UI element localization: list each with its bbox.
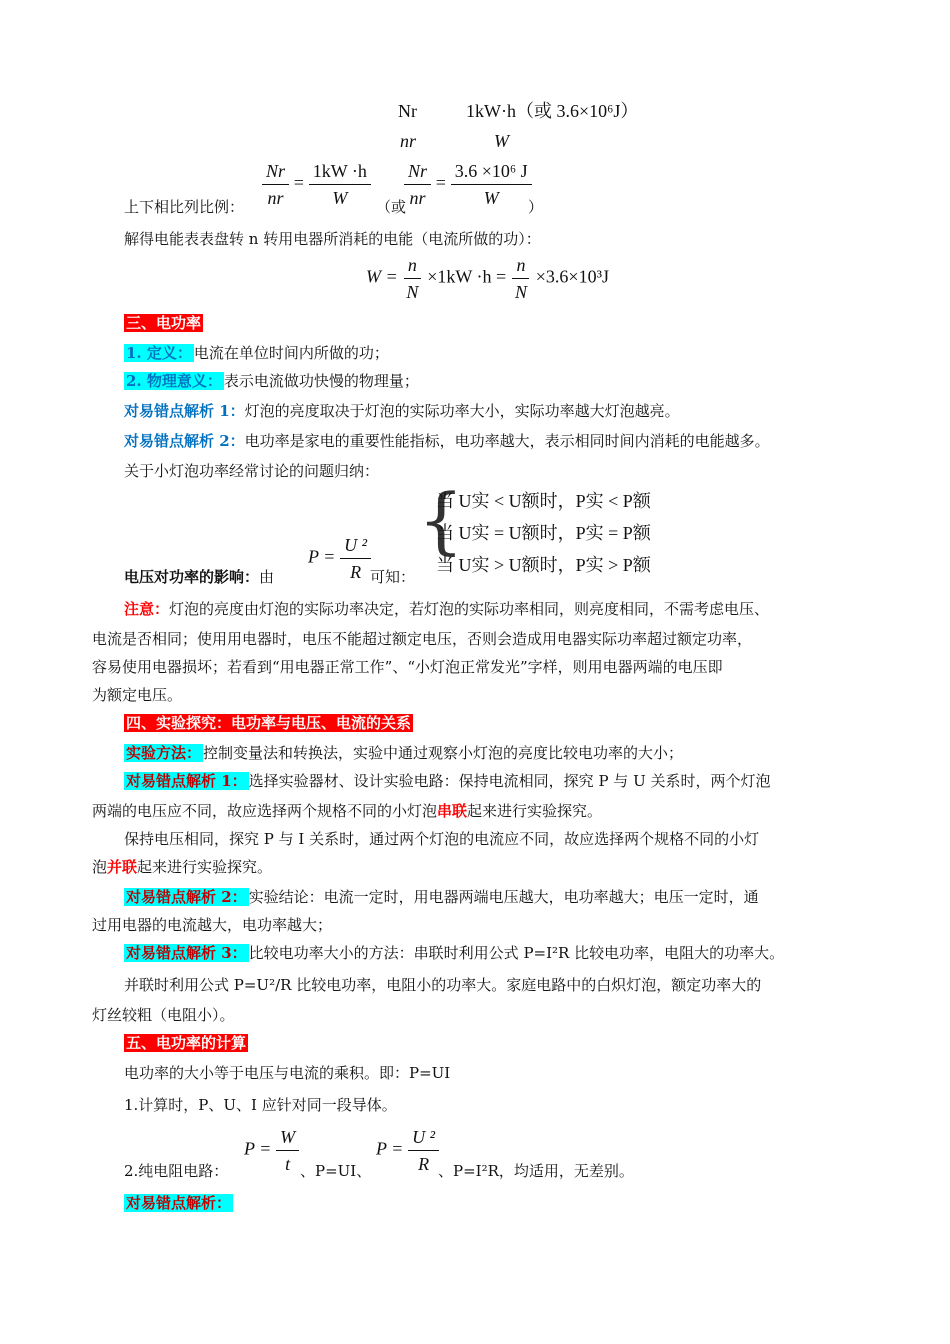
ratio-frac-2 xyxy=(309,160,371,209)
meaning-label: 2. 物理意义： xyxy=(126,372,222,390)
ratio-formula: $\frac{Nr}{nr}$ = $\frac{1kW \cdot h}{W}$ xyxy=(262,160,371,209)
para-text: 泡 xyxy=(92,858,108,876)
ratio-frac-3 xyxy=(404,160,431,209)
frac-num: n xyxy=(404,254,421,279)
frac-num: U ² xyxy=(408,1126,439,1151)
err-text: 选择实验器材、设计实验电路：保持电流相同，探究 P 与 U 关系时，两个灯泡 xyxy=(248,772,771,790)
note-line-2: 电流是否相同；使用用电器时，电压不能超过额定电压，否则会造成用电器实际功率超过额定功率， xyxy=(92,630,753,648)
s4-err1-line-1 xyxy=(124,770,770,792)
err-text: 灯泡的亮度取决于灯泡的实际功率大小，实际功率越大灯泡越亮。 xyxy=(244,402,680,420)
brace-icon: { xyxy=(418,478,464,562)
frac-num: Nr xyxy=(262,160,289,185)
method-line xyxy=(124,742,683,764)
voltage-formula xyxy=(308,534,371,583)
s4-para-line-2 xyxy=(92,856,272,878)
case-1: 当 U实 < U额时，P实 < P额 xyxy=(436,491,651,511)
formula-p: P = xyxy=(376,1138,404,1159)
frac-den: t xyxy=(285,1154,291,1174)
frac-den: N xyxy=(406,282,419,302)
note-line-4: 为额定电压。 xyxy=(92,686,183,704)
frac-num: Nr xyxy=(404,160,431,185)
err-text: 两端的电压应不同，故应选择两个规格不同的小灯泡 xyxy=(92,802,438,820)
section-title-text: 五、电功率的计算 xyxy=(126,1034,247,1052)
voltage-know: 可知： xyxy=(370,568,416,586)
nr-small-label: nr xyxy=(400,131,417,151)
pure-frac-1 xyxy=(276,1126,299,1175)
ratio-frac-4 xyxy=(451,160,532,209)
energy-formula xyxy=(366,254,609,303)
s4-para-line-1: 保持电压相同，探究 P 与 I 关系时，通过两个灯泡的电流应不同，故应选择两个规格不同的小灯 xyxy=(124,830,760,848)
err-label: 对易错点解析 1： xyxy=(124,402,245,420)
frac-den: R xyxy=(350,562,362,582)
pure-formula-1 xyxy=(244,1126,299,1175)
solve-text: 解得电能表表盘转 n 转用电器所消耗的电能（电流所做的功）： xyxy=(124,230,541,248)
s5-line-2: 1.计算时，P、U、I 应针对同一段导体。 xyxy=(124,1096,397,1114)
def-label: 1. 定义： xyxy=(126,344,192,362)
err-label: 对易错点解析 2： xyxy=(126,888,247,906)
frac-den: W xyxy=(332,188,348,208)
note-label: 注意： xyxy=(124,600,170,618)
frac-num: n xyxy=(512,254,529,279)
err-text: 比较电功率大小的方法：串联时利用公式 P=I²R 比较电功率，电阻大的功率大。 xyxy=(248,944,785,962)
formula-p: P = xyxy=(308,546,336,567)
summary-text: 关于小灯泡功率经常讨论的问题归纳： xyxy=(124,462,380,480)
parallel-keyword: 并联 xyxy=(107,858,138,876)
s4-err3-line-2: 并联时利用公式 P=U²/R 比较电功率，电阻小的功率大。家庭电路中的白炽灯泡，额定功率大的 xyxy=(124,976,762,994)
formula-end: ×3.6×10³J xyxy=(535,266,609,287)
s5-line-1: 电功率的大小等于电压与电流的乘积。即：P=UI xyxy=(124,1064,451,1082)
voltage-influence xyxy=(124,566,274,588)
pure-end: 、P=I²R，均适用，无差别。 xyxy=(438,1162,634,1180)
err-label: 对易错点解析 3： xyxy=(126,944,247,962)
frac-den: N xyxy=(514,282,527,302)
formula-frac-2 xyxy=(511,254,531,303)
s4-err3-line-1 xyxy=(124,942,784,964)
frac-num: U ² xyxy=(340,534,371,559)
s4-err2-line-2: 过用电器的电流越大，电功率越大； xyxy=(92,916,333,934)
meaning-line xyxy=(124,370,419,392)
err-line-2 xyxy=(124,430,770,452)
err-text: 起来进行实验探究。 xyxy=(467,802,603,820)
case-3: 当 U实 > U额时，P实 > P额 xyxy=(436,555,651,575)
meaning-text: 表示电流做功快慢的物理量； xyxy=(223,372,419,390)
frac-num: 1kW ·h xyxy=(309,160,371,185)
s4-err2-line-1 xyxy=(124,886,759,908)
frac-den: nr xyxy=(409,188,426,208)
case-2: 当 U实 = U额时，P实 = P额 xyxy=(436,523,651,543)
err-label: 对易错点解析： xyxy=(126,1194,232,1212)
err-text: 实验结论：电流一定时，用电器两端电压越大，电功率越大；电压一定时，通 xyxy=(248,888,759,906)
nr-label: Nr xyxy=(398,101,417,121)
frac-den: R xyxy=(418,1154,430,1174)
def-text: 电流在单位时间内所做的功； xyxy=(193,344,389,362)
s5-err-line xyxy=(124,1192,233,1214)
or-close: ） xyxy=(528,198,544,216)
pure-formula-2 xyxy=(376,1126,439,1175)
s4-err3-line-3: 灯丝较粗（电阻小）。 xyxy=(92,1006,235,1024)
or-open: （或 xyxy=(376,198,407,216)
err-line-1 xyxy=(124,400,680,422)
para-text: 起来进行实验探究。 xyxy=(137,858,273,876)
ratio-frac-1 xyxy=(262,160,289,209)
formula-p: P = xyxy=(244,1138,272,1159)
note-line-3: 容易使用电器损坏；若看到“用电器正常工作”、“小灯泡正常发光”字样，则用电器两端的电压即 xyxy=(92,658,723,676)
voltage-from: 由 xyxy=(259,568,275,586)
formula-mid: ×1kW ·h = xyxy=(427,266,507,287)
pure-frac-2 xyxy=(408,1126,439,1175)
method-text: 控制变量法和转换法，实验中通过观察小灯泡的亮度比较电功率的大小； xyxy=(203,744,684,762)
section-title-text: 四、实验探究：电功率与电压、电流的关系 xyxy=(126,714,412,732)
voltage-frac xyxy=(340,534,371,583)
s4-err1-line-2 xyxy=(92,800,602,822)
section-4-title xyxy=(124,712,413,734)
note-line-1 xyxy=(124,598,769,620)
frac-num: 3.6 ×10⁶ J xyxy=(451,160,532,185)
frac-den: W xyxy=(483,188,499,208)
section-3-title xyxy=(124,312,203,334)
note-text: 灯泡的亮度由灯泡的实际功率决定，若灯泡的实际功率相同，则亮度相同，不需考虑电压、 xyxy=(169,600,770,618)
err-text: 电功率是家电的重要性能指标，电功率越大，表示相同时间内消耗的电能越多。 xyxy=(244,432,770,450)
w-label: W xyxy=(494,131,509,151)
err-label: 对易错点解析 2： xyxy=(124,432,245,450)
formula-w: W = xyxy=(366,266,398,287)
frac-num: W xyxy=(276,1126,299,1151)
ratio-formula-alt: $\frac{Nr}{nr}$ = $\frac{\text{3.6 ×10⁶ J}}{W}$ xyxy=(404,160,532,209)
series-keyword: 串联 xyxy=(437,802,468,820)
ratio-prefix: 上下相比列比例： xyxy=(124,198,245,216)
section-title-text: 三、电功率 xyxy=(126,314,202,332)
method-label: 实验方法： xyxy=(126,744,202,762)
section-5-title xyxy=(124,1032,248,1054)
err-label: 对易错点解析 1： xyxy=(126,772,247,790)
definition-line xyxy=(124,342,389,364)
pure-mid: 、P=UI、 xyxy=(300,1162,372,1180)
pure-resistance-label: 2.纯电阻电路： xyxy=(124,1162,229,1180)
formula-frac-1 xyxy=(402,254,422,303)
frac-den: nr xyxy=(267,188,284,208)
kwh-label: 1kW·h（或 3.6×10⁶J） xyxy=(466,101,639,121)
voltage-label: 电压对功率的影响： xyxy=(124,568,260,586)
